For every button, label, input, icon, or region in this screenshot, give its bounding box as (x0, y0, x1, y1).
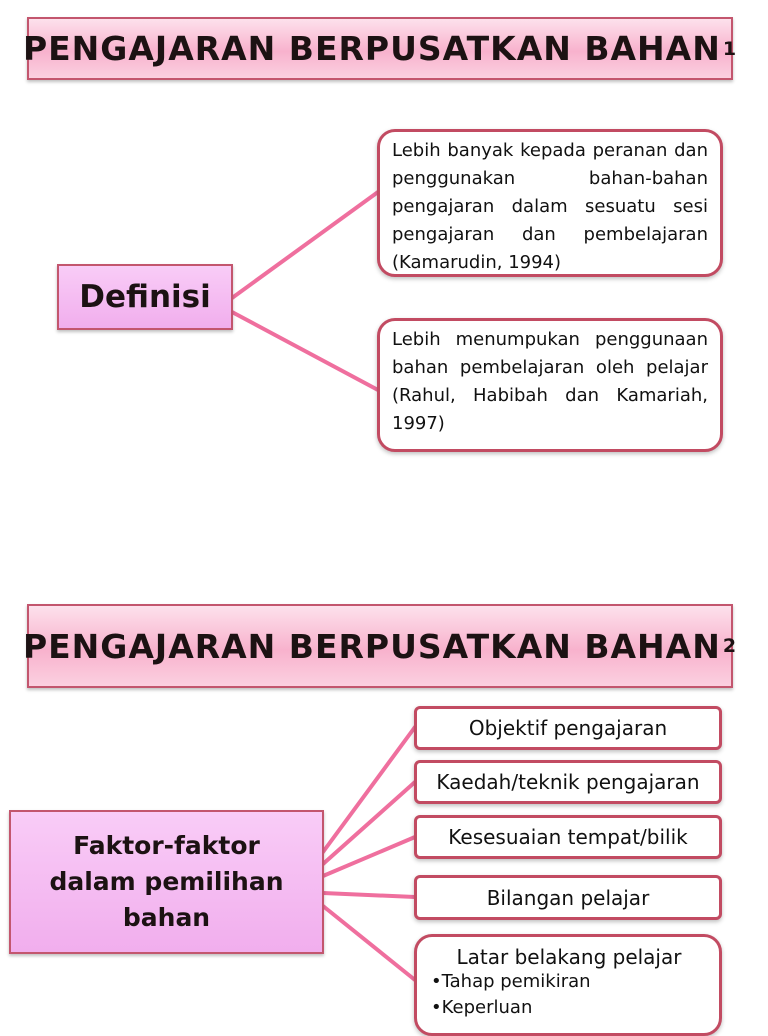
factor-box-4 (414, 875, 722, 920)
factor-label-2: Kaedah/teknik pengajaran (436, 770, 700, 794)
factor-subpoint-2: •Keperluan (431, 997, 533, 1018)
connector-faktor-1 (323, 727, 415, 852)
factor-box-3 (414, 815, 722, 859)
factor-label-3: Kesesuaian tempat/bilik (448, 825, 688, 849)
factor-subpoint-1: •Tahap pemikiran (431, 971, 591, 992)
slide2-title-subscript: 2 (722, 635, 738, 657)
factor-label-5: Latar belakang pelajar (456, 945, 682, 969)
definisi-label: Definisi (79, 279, 211, 315)
slide1-title: PENGAJARAN BERPUSATKAN BAHAN (22, 29, 721, 68)
connector-faktor-4 (323, 893, 415, 897)
factor-box-5 (414, 934, 722, 1036)
definition-box-1 (377, 129, 723, 277)
definition-text-2: Lebih menumpukan penggunaan bahan pembelajaran oleh pelajar (Rahul, Habibah dan Kamariah, 1997) (392, 329, 708, 434)
definition-text-1: Lebih banyak kepada peranan dan penggunakan bahan-bahan pengajaran dalam sesuatu sesi pengajaran dan pembelajaran (Kamarudin, 1994) (392, 140, 708, 273)
slide2-title-banner (22, 604, 738, 688)
factor-box-2 (414, 760, 722, 804)
connector-faktor-3 (323, 837, 415, 876)
slide2-title: PENGAJARAN BERPUSATKAN BAHAN (22, 626, 721, 666)
definition-box-2 (377, 318, 723, 452)
factor-label-4: Bilangan pelajar (486, 885, 650, 910)
connector-definisi-2 (232, 312, 378, 390)
connector-faktor-2 (323, 782, 415, 864)
faktor-label-box (9, 810, 324, 954)
connector-faktor-5 (323, 906, 415, 980)
connector-definisi-1 (232, 192, 378, 298)
definisi-label-box (57, 264, 233, 330)
slide1-title-subscript: 1 (722, 37, 738, 60)
factor-box-1 (414, 706, 722, 750)
faktor-label: Faktor-faktor dalam pemilihan bahan (49, 831, 284, 932)
slide1-title-banner (22, 17, 738, 80)
factor-label-1: Objektif pengajaran (468, 716, 668, 740)
